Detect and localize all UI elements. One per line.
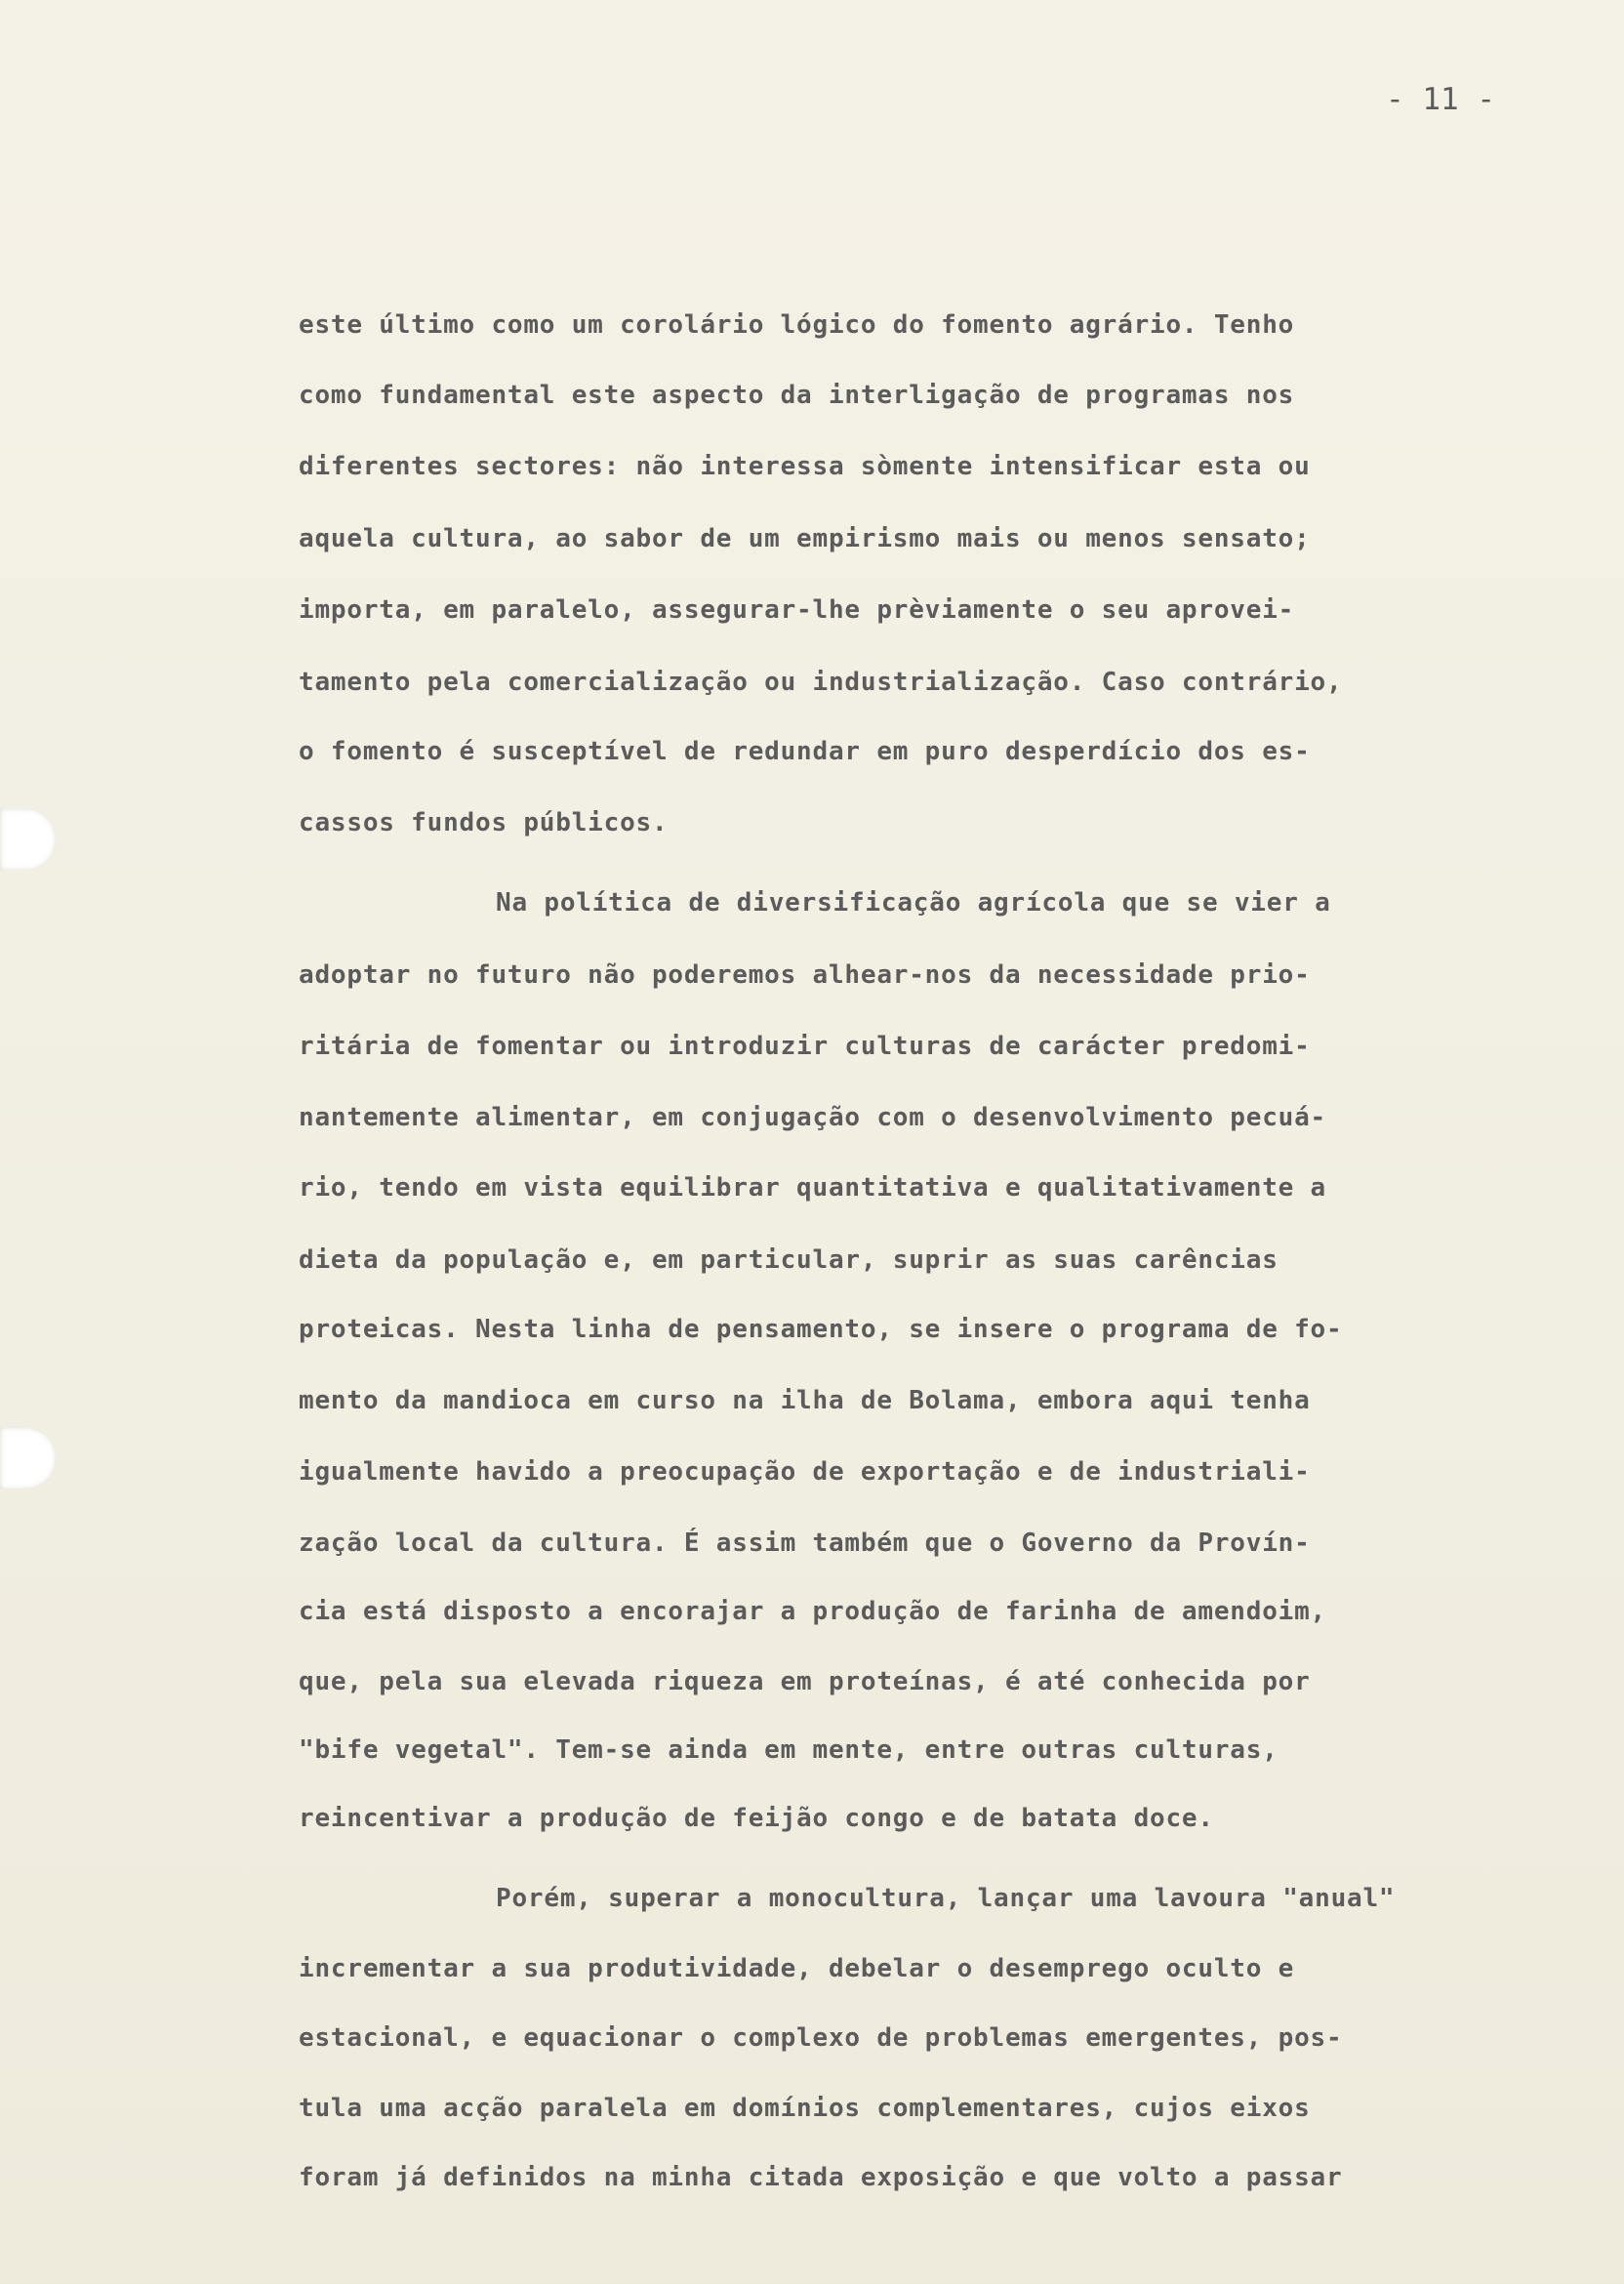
text-line: foram já definidos na minha citada exposição e que volto a passar <box>299 2163 1343 2192</box>
text-line: importa, em paralelo, assegurar-lhe prèviamente o seu aprovei- <box>299 595 1295 625</box>
text-line: cassos fundos públicos. <box>299 808 669 837</box>
text-line: como fundamental este aspecto da interligação de programas nos <box>299 381 1295 410</box>
text-line: este último como um corolário lógico do fomento agrário. Tenho <box>299 310 1295 340</box>
text-line: ritária de fomentar ou introduzir culturas de carácter predomi- <box>299 1032 1311 1061</box>
text-line: tamento pela comercialização ou industrialização. Caso contrário, <box>299 668 1343 697</box>
text-line: diferentes sectores: não interessa sòmente intensificar esta ou <box>299 452 1311 481</box>
text-line: mento da mandioca em curso na ilha de Bolama, embora aqui tenha <box>299 1386 1311 1415</box>
text-line: reincentivar a produção de feijão congo e de batata doce. <box>299 1804 1214 1833</box>
text-line: igualmente havido a preocupação de exportação e de industriali- <box>299 1457 1311 1487</box>
text-line: dieta da população e, em particular, suprir as suas carências <box>299 1245 1279 1275</box>
text-line: o fomento é susceptível de redundar em puro desperdício dos es- <box>299 737 1311 766</box>
text-line: Na política de diversificação agrícola que se vier a <box>496 888 1331 918</box>
punch-hole <box>0 808 57 871</box>
page-number: - 11 - <box>1386 82 1495 117</box>
text-line: Porém, superar a monocultura, lançar uma lavoura "anual" <box>496 1884 1396 1913</box>
text-line: nantemente alimentar, em conjugação com o desenvolvimento pecuá- <box>299 1103 1327 1132</box>
text-line: aquela cultura, ao sabor de um empirismo mais ou menos sensato; <box>299 524 1311 553</box>
text-line: incrementar a sua produtividade, debelar o desemprego oculto e <box>299 1954 1295 1983</box>
text-line: adoptar no futuro não poderemos alhear-nos da necessidade prio- <box>299 960 1311 990</box>
text-line: cia está disposto a encorajar a produção de farinha de amendoim, <box>299 1597 1327 1626</box>
text-line: estacional, e equacionar o complexo de problemas emergentes, pos- <box>299 2023 1343 2053</box>
text-line: zação local da cultura. É assim também que o Governo da Provín- <box>299 1529 1311 1558</box>
text-line: rio, tendo em vista equilibrar quantitativa e qualitativamente a <box>299 1173 1327 1203</box>
text-line: tula uma acção paralela em domínios complementares, cujos eixos <box>299 2094 1311 2123</box>
text-line: "bife vegetal". Tem-se ainda em mente, entre outras culturas, <box>299 1735 1279 1765</box>
text-line: que, pela sua elevada riqueza em proteínas, é até conhecida por <box>299 1667 1311 1696</box>
punch-hole <box>0 1427 57 1489</box>
text-line: proteicas. Nesta linha de pensamento, se insere o programa de fo- <box>299 1315 1343 1344</box>
